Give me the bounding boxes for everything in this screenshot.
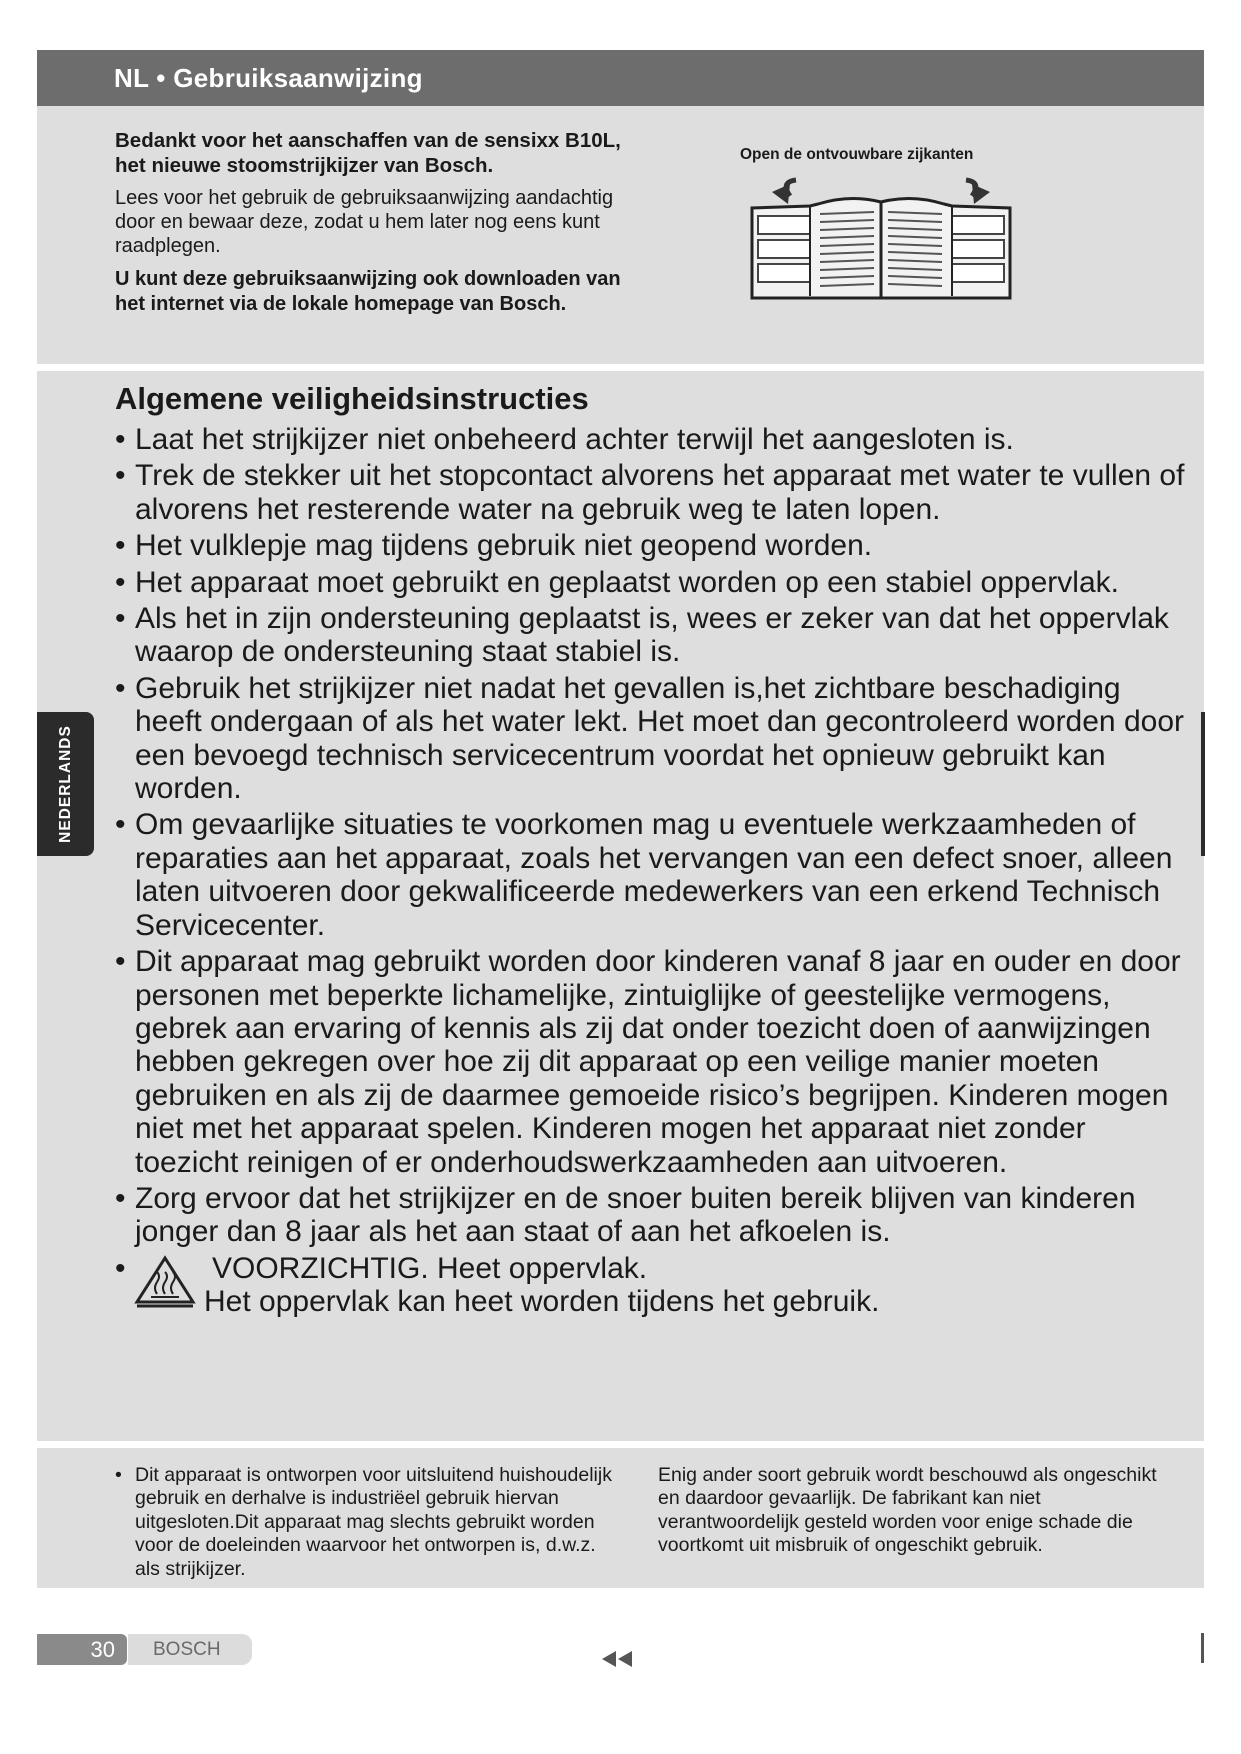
safety-item: • Het vulklepje mag tijdens gebruik niet geopend worden. — [115, 529, 1185, 562]
language-tab — [37, 712, 94, 856]
hot-surface-icon — [133, 1254, 197, 1308]
intro-read: Lees voor het gebruik de gebruiksaanwijzing aandachtig door en bewaar deze, zodat u hem later nog eens kunt raadplegen. — [115, 187, 614, 257]
usage-section — [37, 1448, 1204, 1588]
safety-item: • Dit apparaat mag gebruikt worden door kinderen vanaf 8 jaar en ouder en door personen met beperkte lichamelijke, zintuiglijke of geestelijke vermogens, gebrek aan ervaring of kennis als zij dat onder toezicht doen of aanwijzingen hebben gekregen over hoe zij dit apparaat op een veilige manier moeten gebruiken en als zij de daarmee gemoeide risico’s begrijpen. Kinderen mogen niet met het apparaat spelen. Kinderen mogen het apparaat niet zonder toezicht reinigen of er onderhoudswerkzaamheden aan uitvoeren. — [115, 945, 1185, 1179]
brand-label: BOSCH — [153, 1639, 221, 1660]
figure-caption: Open de ontvouwbare zijkanten — [740, 146, 974, 163]
intro-section — [37, 106, 1204, 364]
page-number-box — [37, 1634, 127, 1665]
language-tab-label: NEDERLANDS — [56, 725, 74, 843]
safety-item: • Trek de stekker uit het stopcontact alvorens het apparaat met water te vullen of alvorens het resterende water na gebruik weg te laten lopen. — [115, 459, 1185, 526]
intro-download: U kunt deze gebruiksaanwijzing ook downloaden van het internet via de lokale homepage van Bosch. — [115, 268, 621, 315]
safety-item: • Het apparaat moet gebruikt en geplaatst worden op een stabiel oppervlak. — [115, 566, 1185, 599]
warning-text: Het oppervlak kan heet worden tijdens het gebruik. — [204, 1285, 880, 1319]
safety-item: • Als het in zijn ondersteuning geplaatst is, wees er zeker van dat het oppervlak waarop de ondersteuning staat stabiel is. — [115, 602, 1185, 669]
brand-box — [128, 1634, 252, 1665]
previous-page-icon[interactable] — [602, 1650, 636, 1668]
edge-marker-bottom — [1201, 1633, 1204, 1663]
safety-section — [37, 371, 1204, 1441]
hot-surface-warning — [115, 1252, 1185, 1319]
page-number: 30 — [90, 1637, 115, 1662]
safety-item: • Gebruik het strijkijzer niet nadat het gevallen is,het zichtbare beschadiging heeft ondergaan of als het water lekt. Het moet dan gecontroleerd worden door een bevoegd technisch servicecentrum voordat het opnieuw gebruikt kan worden. — [115, 672, 1185, 806]
edge-marker — [1201, 712, 1205, 856]
warning-title: • VOORZICHTIG. Heet oppervlak. — [212, 1251, 648, 1285]
usage-right: Enig ander soort gebruik wordt beschouwd als ongeschikt en daardoor gevaarlijk. De fabrikant kan niet verantwoordelijk gesteld worden voor enige schade die voortkomt uit misbruik of ongeschikt gebruik. — [658, 1464, 1157, 1557]
safety-item: • Om gevaarlijke situaties te voorkomen mag u eventuele werkzaamheden of reparaties aan het apparaat, zoals het vervangen van een defect snoer, alleen laten uitvoeren door gekwalificeerde medewerkers van een erkend Technisch Servicecenter. — [115, 808, 1185, 942]
safety-item: • Zorg ervoor dat het strijkijzer en de snoer buiten bereik blijven van kinderen jonger dan 8 jaar als het aan staat of aan het afkoelen is. — [115, 1182, 1185, 1249]
header-bar — [37, 50, 1204, 106]
safety-list — [115, 423, 1185, 1322]
open-book-icon — [750, 174, 1012, 304]
header-title: NL • Gebruiksaanwijzing — [114, 63, 423, 93]
safety-item: • Laat het strijkijzer niet onbeheerd achter terwijl het aangesloten is. — [115, 423, 1185, 456]
safety-title: Algemene veiligheidsinstructies — [115, 381, 589, 416]
usage-left: • Dit apparaat is ontworpen voor uitsluitend huishoudelijk gebruik en derhalve is industriëel gebruik hiervan uitgesloten.Dit apparaat mag slechts gebruikt worden voor de doeleinden waarvoor het ontworpen is, d.w.z. als strijkijzer. — [115, 1464, 615, 1581]
intro-thanks: Bedankt voor het aanschaffen van de sensixx B10L, het nieuwe stoomstrijkijzer van Bosch. — [115, 129, 621, 177]
